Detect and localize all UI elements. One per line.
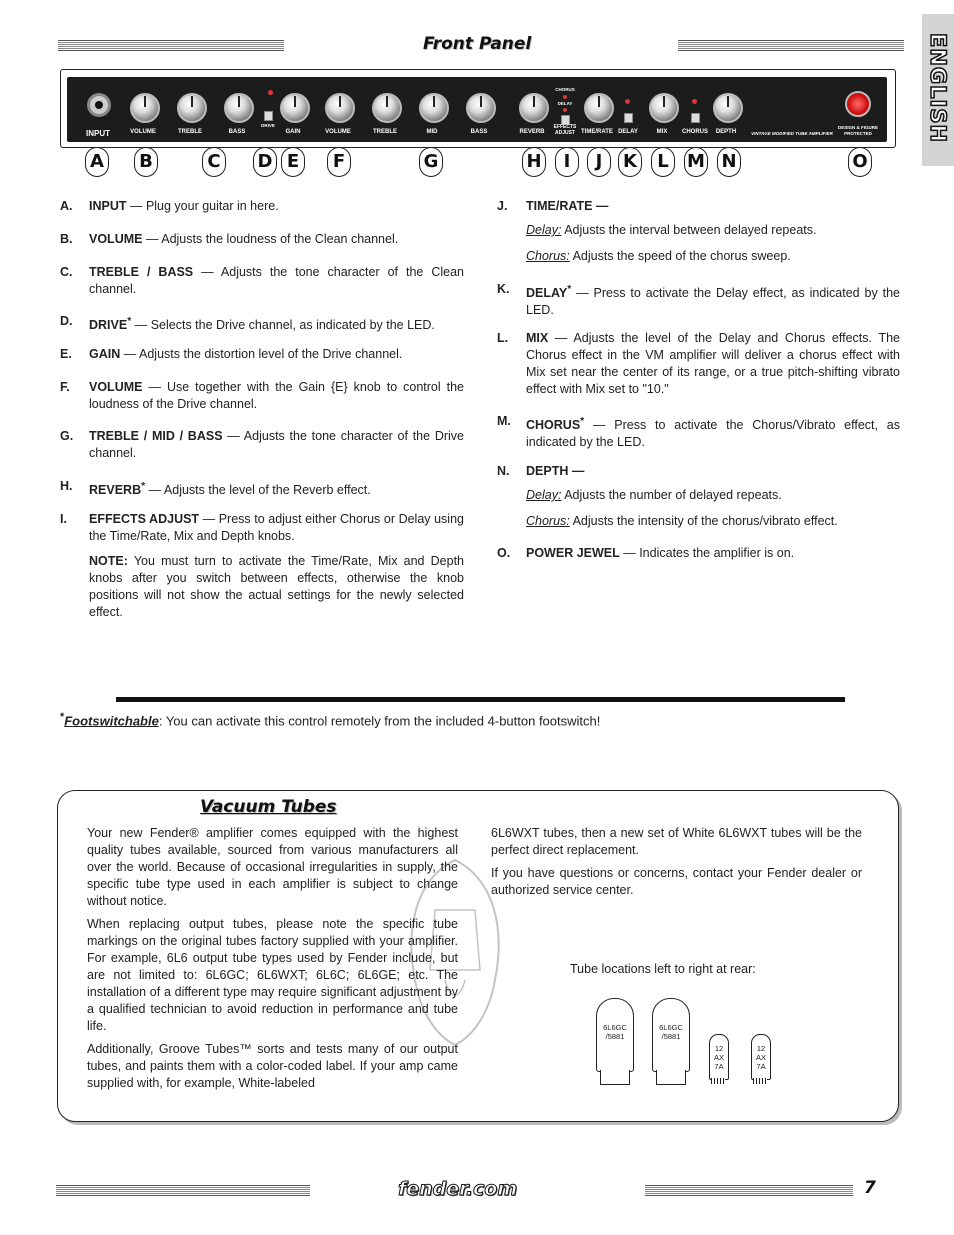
knob-mid-drive <box>419 93 449 123</box>
callout-l: L <box>651 147 675 177</box>
tube-caption: Tube locations left to right at rear: <box>570 962 756 976</box>
knob-mix <box>649 93 679 123</box>
item-text: — Adjusts the distortion level of the Drive channel. <box>120 347 403 361</box>
label-jewel: DESIGN & FIGURE PROTECTED <box>837 125 878 136</box>
tube-6l6gc-1-base <box>600 1070 630 1085</box>
callout-i: I <box>555 147 579 177</box>
item-term: VOLUME <box>89 232 143 246</box>
item-k-text: — Press to activate the Delay effect, as indicated by the LED. <box>526 286 900 318</box>
item-n-chorus-label: Chorus: <box>526 514 570 528</box>
item-term: TREBLE / MID / BASS <box>89 429 223 443</box>
item-text: — Press to adjust either Chorus or Delay using the Time/Rate, Mix and Depth knobs. <box>89 512 464 543</box>
item-term: TREBLE / BASS <box>89 265 194 279</box>
callout-j: J <box>587 147 611 177</box>
item-term: REVERB <box>89 483 142 498</box>
tube-6l6gc-1 <box>596 998 634 1072</box>
knob-volume-drive <box>325 93 355 123</box>
panel-face <box>67 77 887 142</box>
knob-depth <box>713 93 743 123</box>
item-text: — Plug your guitar in here. <box>126 199 279 213</box>
tube-4-label-line1: 12 <box>756 1044 766 1053</box>
item-k-term: DELAY <box>526 286 568 301</box>
item-key: D. <box>60 314 73 328</box>
delay-small-led <box>563 108 567 112</box>
knob-treble-drive <box>372 93 402 123</box>
knob-time-rate <box>584 93 614 123</box>
footnote-star: * <box>60 711 65 723</box>
footer-site: fender.com <box>398 1178 518 1200</box>
tube-4-label-line3: 7A <box>756 1062 766 1071</box>
knob-treble-clean <box>177 93 207 123</box>
item-term: VOLUME <box>89 380 143 394</box>
label-delay: DELAY <box>618 129 638 135</box>
label-delay-small: DELAY <box>557 101 573 106</box>
vacuum-p1: Your new Fender® amplifier comes equipped with the highest quality tubes available, sourced from various manufacturers all over the world. Because of occasional irregularities in supply, the specific tube type used in each amplifier is subject to change without notice. <box>87 826 458 908</box>
item-j-chorus-text: Adjusts the speed of the chorus sweep. <box>569 249 791 263</box>
tube-1-label-line1: 6L6GC <box>603 1023 627 1032</box>
label-bass-clean: BASS <box>228 129 246 135</box>
tube-2-label-line1: 6L6GC <box>659 1023 683 1032</box>
item-key: C. <box>60 265 73 279</box>
tube-3-label-line2: AX <box>713 1053 724 1062</box>
item-l-text: — Adjusts the level of the Delay and Chorus effects. The Chorus effect in the VM amplifier will deliver a chorus effect with Mix set near the center of its range, or a true pitch-shifting vibrato effect with Mix set to "10." <box>526 331 900 396</box>
item-k-key: K. <box>497 282 510 296</box>
item-m-text: — Press to activate the Chorus/Vibrato effect, as indicated by the LED. <box>526 418 900 450</box>
item-n-chorus <box>526 513 900 530</box>
item-key: A. <box>60 199 73 213</box>
item-k-star: * <box>567 284 572 295</box>
label-input: INPUT <box>86 129 110 138</box>
vacuum-right-text <box>491 825 862 905</box>
item-key: G. <box>60 429 74 443</box>
delay-led <box>625 99 630 104</box>
vacuum-p2: When replacing output tubes, please note the specific tube markings on the original tubes factory supplied with your amplifier. For example, 6L6 output tube types used by Fender include, but are not limited to: 6L6GC; 6L6WXT; 6L6C; 6L6GE; etc. The installation of a different type may require significant adjustment by a qualified technician to avoid reduction in performance and tube life. <box>87 917 458 1033</box>
knob-volume-clean <box>130 93 160 123</box>
item-key: I. <box>60 512 67 526</box>
vacuum-left-text <box>87 825 458 1098</box>
item-m-key: M. <box>497 414 511 428</box>
item-key: H. <box>60 479 73 493</box>
delay-button <box>624 113 633 123</box>
section-divider <box>116 697 845 702</box>
page-title: Front Panel <box>423 34 532 54</box>
item-term: DRIVE <box>89 318 128 333</box>
knob-reverb <box>519 93 549 123</box>
item-key: E. <box>60 347 72 361</box>
label-bass-drive: BASS <box>470 129 488 135</box>
item-key: F. <box>60 380 70 394</box>
footnote-label: Footswitchable <box>64 713 159 729</box>
knob-bass-clean <box>224 93 254 123</box>
item-star: * <box>127 316 132 327</box>
item-j-chorus <box>526 248 900 265</box>
label-mix: MIX <box>656 129 668 135</box>
label-depth: DEPTH <box>715 129 737 135</box>
tube-6l6gc-2 <box>652 998 690 1072</box>
label-volume-clean: VOLUME <box>130 129 156 135</box>
tube-12ax7-1-pins <box>711 1078 725 1084</box>
item-m-term: CHORUS <box>526 418 581 433</box>
item-star: * <box>141 481 146 492</box>
item-text: — Adjusts the level of the Reverb effect. <box>145 483 371 498</box>
footer-rule-right <box>645 1185 853 1196</box>
note-text: You must turn to activate the Time/Rate, Mix and Depth knobs after you switch between effects, otherwise the knob positions will not show the actual settings for the newly selected effect. <box>89 554 464 619</box>
callout-k: K <box>618 147 642 177</box>
label-drive: DRIVE <box>261 123 275 128</box>
item-n-chorus-text: Adjusts the intensity of the chorus/vibrato effect. <box>569 514 838 528</box>
callout-f: F <box>327 147 351 177</box>
callout-b: B <box>134 147 158 177</box>
label-chorus-small: CHORUS <box>555 87 575 92</box>
tube-2-label-line2: /5881 <box>661 1032 681 1041</box>
label-treble-drive: TREBLE <box>373 129 397 135</box>
callout-d: D <box>253 147 277 177</box>
item-term: EFFECTS ADJUST <box>89 512 200 526</box>
header-rule-left <box>58 40 284 51</box>
item-o-text: — Indicates the amplifier is on. <box>619 546 795 560</box>
callout-n: N <box>717 147 741 177</box>
tube-4-label-line2: AX <box>755 1053 766 1062</box>
callout-o: O <box>848 147 872 177</box>
item-n-delay <box>526 487 900 504</box>
knob-gain <box>280 93 310 123</box>
label-treble-clean: TREBLE <box>178 129 202 135</box>
callout-c: C <box>202 147 226 177</box>
chorus-small-led <box>563 95 567 99</box>
callout-m: M <box>684 147 708 177</box>
label-effects-adjust: EFFECTS ADJUST <box>553 124 577 136</box>
tube-12ax7-2 <box>751 1034 771 1080</box>
item-m-star: * <box>580 416 585 427</box>
item-j-delay <box>526 222 900 239</box>
chorus-led <box>692 99 697 104</box>
item-term: GAIN <box>89 347 121 361</box>
knob-bass-drive <box>466 93 496 123</box>
item-j-delay-label: Delay: <box>526 223 562 237</box>
input-jack <box>87 93 111 117</box>
item-l-term: MIX <box>526 331 549 345</box>
item-j-chorus-label: Chorus: <box>526 249 570 263</box>
vacuum-p5: If you have questions or concerns, contact your Fender dealer or authorized service center. <box>491 866 862 897</box>
tube-3-label-line3: 7A <box>714 1062 724 1071</box>
item-text: — Adjusts the tone character of the Drive channel. <box>89 429 464 460</box>
item-text: — Adjusts the tone character of the Clean channel. <box>89 265 465 296</box>
tube-3-label-line1: 12 <box>714 1044 724 1053</box>
item-o-term: POWER JEWEL <box>526 546 620 560</box>
item-text: — Use together with the Gain {E} knob to control the loudness of the Drive channel. <box>89 380 464 411</box>
callout-e: E <box>281 147 305 177</box>
item-o-key: O. <box>497 546 511 560</box>
item-j-delay-text: Adjusts the interval between delayed repeats. <box>561 223 817 237</box>
language-tab <box>922 14 954 166</box>
chorus-button <box>691 113 700 123</box>
tube-12ax7-1 <box>709 1034 729 1080</box>
item-n-delay-text: Adjusts the number of delayed repeats. <box>561 488 782 502</box>
header-rule-right <box>678 40 904 51</box>
callout-a: A <box>85 147 109 177</box>
power-jewel <box>845 91 871 117</box>
vacuum-tubes-title: Vacuum Tubes <box>200 797 337 817</box>
item-n-term: DEPTH — <box>526 464 585 478</box>
footer-rule-left <box>56 1185 310 1196</box>
item-j-key: J. <box>497 199 508 213</box>
item-text: — Selects the Drive channel, as indicated by the LED. <box>131 318 435 333</box>
label-mid-drive: MID <box>426 129 438 135</box>
callout-h: H <box>522 147 546 177</box>
label-chorus: CHORUS <box>681 129 708 135</box>
note-label: NOTE: <box>89 554 128 568</box>
item-n-delay-label: Delay: <box>526 488 562 502</box>
label-volume-drive: VOLUME <box>325 129 351 135</box>
tube-6l6gc-2-base <box>656 1070 686 1085</box>
callout-g: G <box>419 147 443 177</box>
front-panel-illustration <box>60 69 896 148</box>
item-text: — Adjusts the loudness of the Clean channel. <box>142 232 399 246</box>
item-n-key: N. <box>497 464 510 478</box>
label-time-rate: TIME/RATE <box>581 129 613 135</box>
label-model: VINTAGE MODIFIED TUBE AMPLIFIER <box>751 131 833 136</box>
footnote-text: : You can activate this control remotely from the included 4-button footswitch! <box>158 713 601 729</box>
item-j-term: TIME/RATE — <box>526 199 609 213</box>
footnote <box>60 711 600 728</box>
vacuum-p3: Additionally, Groove Tubes™ sorts and tests many of our output tubes, and paints them with a color-coded label. If your amp came supplied with, for example, White-labeled <box>87 1042 458 1090</box>
drive-button <box>264 111 273 121</box>
item-l-key: L. <box>497 331 509 345</box>
page-number: 7 <box>864 1178 876 1198</box>
drive-led <box>268 90 273 95</box>
item-term: INPUT <box>89 199 127 213</box>
language-tab-label: ENGLISH <box>926 32 950 144</box>
item-key: B. <box>60 232 73 246</box>
tube-12ax7-2-pins <box>753 1078 767 1084</box>
label-reverb: REVERB <box>519 129 545 135</box>
label-gain: GAIN <box>285 129 301 135</box>
tube-1-label-line2: /5881 <box>605 1032 625 1041</box>
vacuum-p4: 6L6WXT tubes, then a new set of White 6L6WXT tubes will be the perfect direct replacement. <box>491 826 862 857</box>
